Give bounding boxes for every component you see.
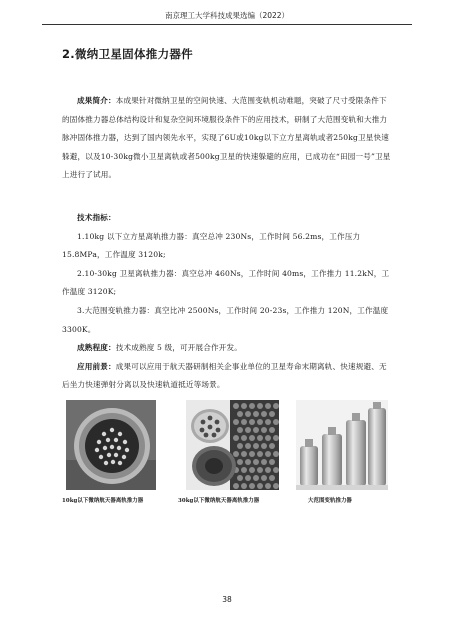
- caption-10kg-thruster: 10kg以下微纳航天器离轨推力器: [62, 498, 144, 504]
- caption-30kg-thruster: 30kg以下微纳航天器离轨推力器: [178, 498, 260, 504]
- maturity-text: 技术成熟度 5 级，可开展合作开发。: [115, 343, 242, 353]
- photo-10kg-thruster: [66, 400, 156, 490]
- figure-wide-range-thruster: [296, 400, 388, 490]
- spec-item-3: 3.大范围变轨推力器：真空比冲 2500Ns，工作时间 20-23s，工作推力 120N，工作温度 3300K。: [62, 305, 389, 334]
- spec-item-2: 2.10-30kg 卫星离轨推力器：真空总冲 460Ns，工作时间 40ms，工作推力 11.2kN，工作温度 3120K;: [62, 268, 390, 297]
- summary-label: 成果简介：: [77, 96, 116, 105]
- section-title: 2.微纳卫星固体推力器件: [62, 47, 193, 61]
- page-number: 38: [222, 595, 232, 604]
- maturity-paragraph: [62, 339, 392, 358]
- prospect-paragraph: [62, 358, 392, 395]
- prospect-text: 成果可以应用于航天器研制相关企事业单位的卫星寿命末期离轨、快速规避、无后坐力快速弹射分离以及快速轨道抵近等场景。: [62, 361, 387, 390]
- photo-wide-range-thruster: [296, 400, 388, 490]
- prospect-label: 应用前景：: [77, 361, 116, 371]
- figure-row: [66, 400, 396, 490]
- caption-wide-range-thruster: 大范围变轨推力器: [308, 498, 352, 504]
- specs-block: [62, 209, 392, 395]
- figure-captions: [62, 496, 402, 508]
- header-divider: [42, 24, 412, 25]
- photo-30kg-thruster: [186, 400, 279, 490]
- figure-10kg-thruster: [66, 400, 156, 490]
- maturity-label: 成熟程度：: [77, 343, 116, 353]
- figure-30kg-thruster: [186, 400, 279, 490]
- summary-text: 本成果针对微纳卫星的空间快速、大范围变轨机动难题，突破了尺寸受限条件下的固体推力器总体结构设计和复杂空间环境服役条件下的应用技术，研制了大范围变轨和大推力脉冲固体推力器，达到了国内领先水平，实现了6U或10kg以下立方星离轨或者250kg卫星快速躲避，以及10-30kg微小卫星离轨或者500kg卫星的快速躲避的应用，已成功在“田园一号”卫星上进行了试用。: [62, 96, 391, 180]
- running-header: 南京理工大学科技成果选编（2022）: [164, 11, 290, 20]
- specs-label: 技术指标：: [77, 213, 116, 222]
- spec-item-1: 1.10kg 以下立方星离轨推力器：真空总冲 230Ns，工作时间 56.2ms，工作压力 15.8MPa，工作温度 3120k;: [62, 231, 361, 260]
- summary-paragraph: [62, 92, 392, 185]
